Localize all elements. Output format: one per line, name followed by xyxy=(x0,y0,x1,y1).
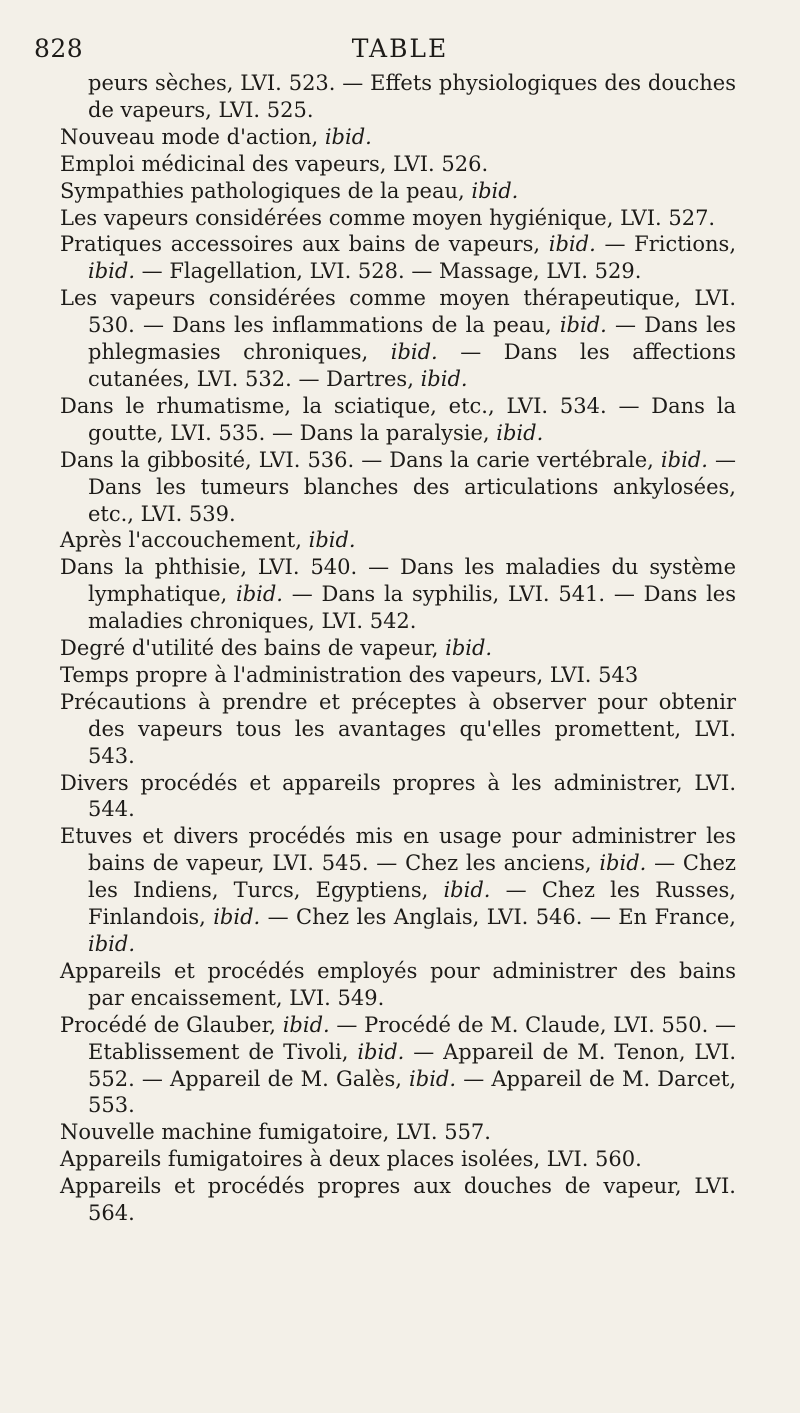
entry-text: Dans la phthisie, LVI. 540. — Dans les maladies du système lymphatique, xyxy=(60,555,736,607)
entry-text: Dans la gibbosité, LVI. 536. — Dans la carie vertébrale, xyxy=(60,447,661,472)
index-entry xyxy=(60,635,736,662)
index-entry xyxy=(60,527,736,554)
ibid-reference: ibid. xyxy=(308,528,356,553)
ibid-reference: ibid. xyxy=(559,313,607,338)
entry-text: Les vapeurs considérées comme moyen thérapeutique, LVI. 530. — Dans les inflammations de la peau, xyxy=(60,286,736,338)
index-entry xyxy=(60,178,736,205)
ibid-reference: ibid. xyxy=(282,1012,330,1037)
ibid-reference: ibid. xyxy=(213,905,261,930)
entry-text: Les vapeurs considérées comme moyen hygiénique, LVI. 527. xyxy=(60,205,716,230)
index-entry xyxy=(60,554,736,635)
entry-text: Degré d'utilité des bains de vapeur, xyxy=(60,636,446,661)
entry-text: Après l'accouchement, xyxy=(60,528,309,553)
ibid-reference: ibid. xyxy=(548,232,596,257)
ibid-reference: ibid. xyxy=(390,340,438,365)
entry-text: Nouvelle machine fumigatoire, LVI. 557. xyxy=(60,1120,491,1145)
entry-text: peurs sèches, LVI. 523. — Effets physiologiques des douches de vapeurs, LVI. 525. xyxy=(88,71,736,122)
entry-text: Divers procédés et appareils propres à les administrer, LVI. 544. xyxy=(60,770,736,822)
index-entry xyxy=(60,1012,736,1120)
index-entry xyxy=(60,151,736,178)
index-entry xyxy=(60,70,736,124)
entry-text: — Flagellation, LVI. 528. — Massage, LVI. 529. xyxy=(135,259,642,284)
index-entry xyxy=(60,393,736,447)
entry-text: — Dans les affections cutanées, LVI. 532. — Dartres, xyxy=(88,340,737,391)
entry-text: Précautions à prendre et préceptes à observer pour obtenir des vapeurs tous les avantages qu'elles promettent, LVI. 543. xyxy=(60,689,736,768)
ibid-reference: ibid. xyxy=(496,420,544,445)
entry-text: Sympathies pathologiques de la peau, xyxy=(60,178,472,203)
entry-text: — Chez les Indiens, Turcs, Egyptiens, xyxy=(88,851,736,903)
ibid-reference: ibid. xyxy=(357,1039,405,1064)
entry-text: Appareils fumigatoires à deux places isolées, LVI. 560. xyxy=(60,1147,642,1172)
index-entry xyxy=(60,662,736,689)
entry-text: Appareils et procédés propres aux douches de vapeur, LVI. 564. xyxy=(60,1174,736,1226)
entry-text: Temps propre à l'administration des vapeurs, LVI. 543 xyxy=(60,662,639,687)
index-entry xyxy=(60,447,736,528)
ibid-reference: ibid. xyxy=(88,932,135,956)
entry-text: — Frictions, xyxy=(595,232,736,257)
index-entry xyxy=(60,1119,736,1146)
entry-text: — Appareil de M. Tenon, LVI. 552. — Appareil de M. Galès, xyxy=(88,1039,736,1091)
ibid-reference: ibid. xyxy=(445,636,493,661)
index-entry xyxy=(60,958,736,1012)
index-entry xyxy=(60,770,736,824)
entry-text: Appareils et procédés employés pour administrer des bains par encaissement, LVI. 549. xyxy=(60,958,736,1010)
index-entry xyxy=(60,124,736,151)
index-entry xyxy=(60,205,736,232)
entry-text: Nouveau mode d'action, xyxy=(60,124,325,149)
index-entries xyxy=(60,70,736,1227)
ibid-reference: ibid. xyxy=(471,178,519,203)
ibid-reference: ibid. xyxy=(599,851,647,876)
ibid-reference: ibid. xyxy=(88,259,135,284)
entry-text: — Chez les Anglais, LVI. 546. — En France, xyxy=(260,905,736,930)
entry-text: — Dans les phlegmasies chroniques, xyxy=(88,313,736,365)
entry-text: — Dans les tumeurs blanches des articulations ankylosées, etc., LVI. 539. xyxy=(88,447,736,526)
entry-text: Emploi médicinal des vapeurs, LVI. 526. xyxy=(60,151,489,176)
entry-text: Etuves et divers procédés mis en usage pour administrer les bains de vapeur, LVI. 545. — Chez les anciens, xyxy=(60,824,736,876)
entry-text: Procédé de Glauber, xyxy=(60,1012,283,1037)
entry-text: — Chez les Russes, Finlandois, xyxy=(88,878,736,930)
index-entry xyxy=(60,823,736,958)
ibid-reference: ibid. xyxy=(420,366,468,391)
index-entry xyxy=(60,1146,736,1173)
entry-text: — Appareil de M. Darcet, 553. xyxy=(88,1066,736,1118)
entry-text: Dans le rhumatisme, la sciatique, etc., LVI. 534. — Dans la goutte, LVI. 535. — Dans la paralysie, xyxy=(60,393,736,445)
entry-text: — Procédé de M. Claude, LVI. 550. — Etablissement de Tivoli, xyxy=(88,1012,736,1064)
ibid-reference: ibid. xyxy=(324,124,372,149)
entry-text: — Dans la syphilis, LVI. 541. — Dans les maladies chroniques, LVI. 542. xyxy=(88,582,736,634)
running-title: TABLE xyxy=(351,34,449,63)
ibid-reference: ibid. xyxy=(443,878,491,903)
entry-text: Pratiques accessoires aux bains de vapeurs, xyxy=(60,232,549,257)
index-entry xyxy=(60,231,736,285)
ibid-reference: ibid. xyxy=(235,582,283,607)
ibid-reference: ibid. xyxy=(660,447,708,472)
index-entry xyxy=(60,689,736,770)
index-entry xyxy=(60,1173,736,1227)
ibid-reference: ibid. xyxy=(409,1066,457,1091)
index-entry xyxy=(60,285,736,393)
page-number: 828 xyxy=(34,34,84,63)
